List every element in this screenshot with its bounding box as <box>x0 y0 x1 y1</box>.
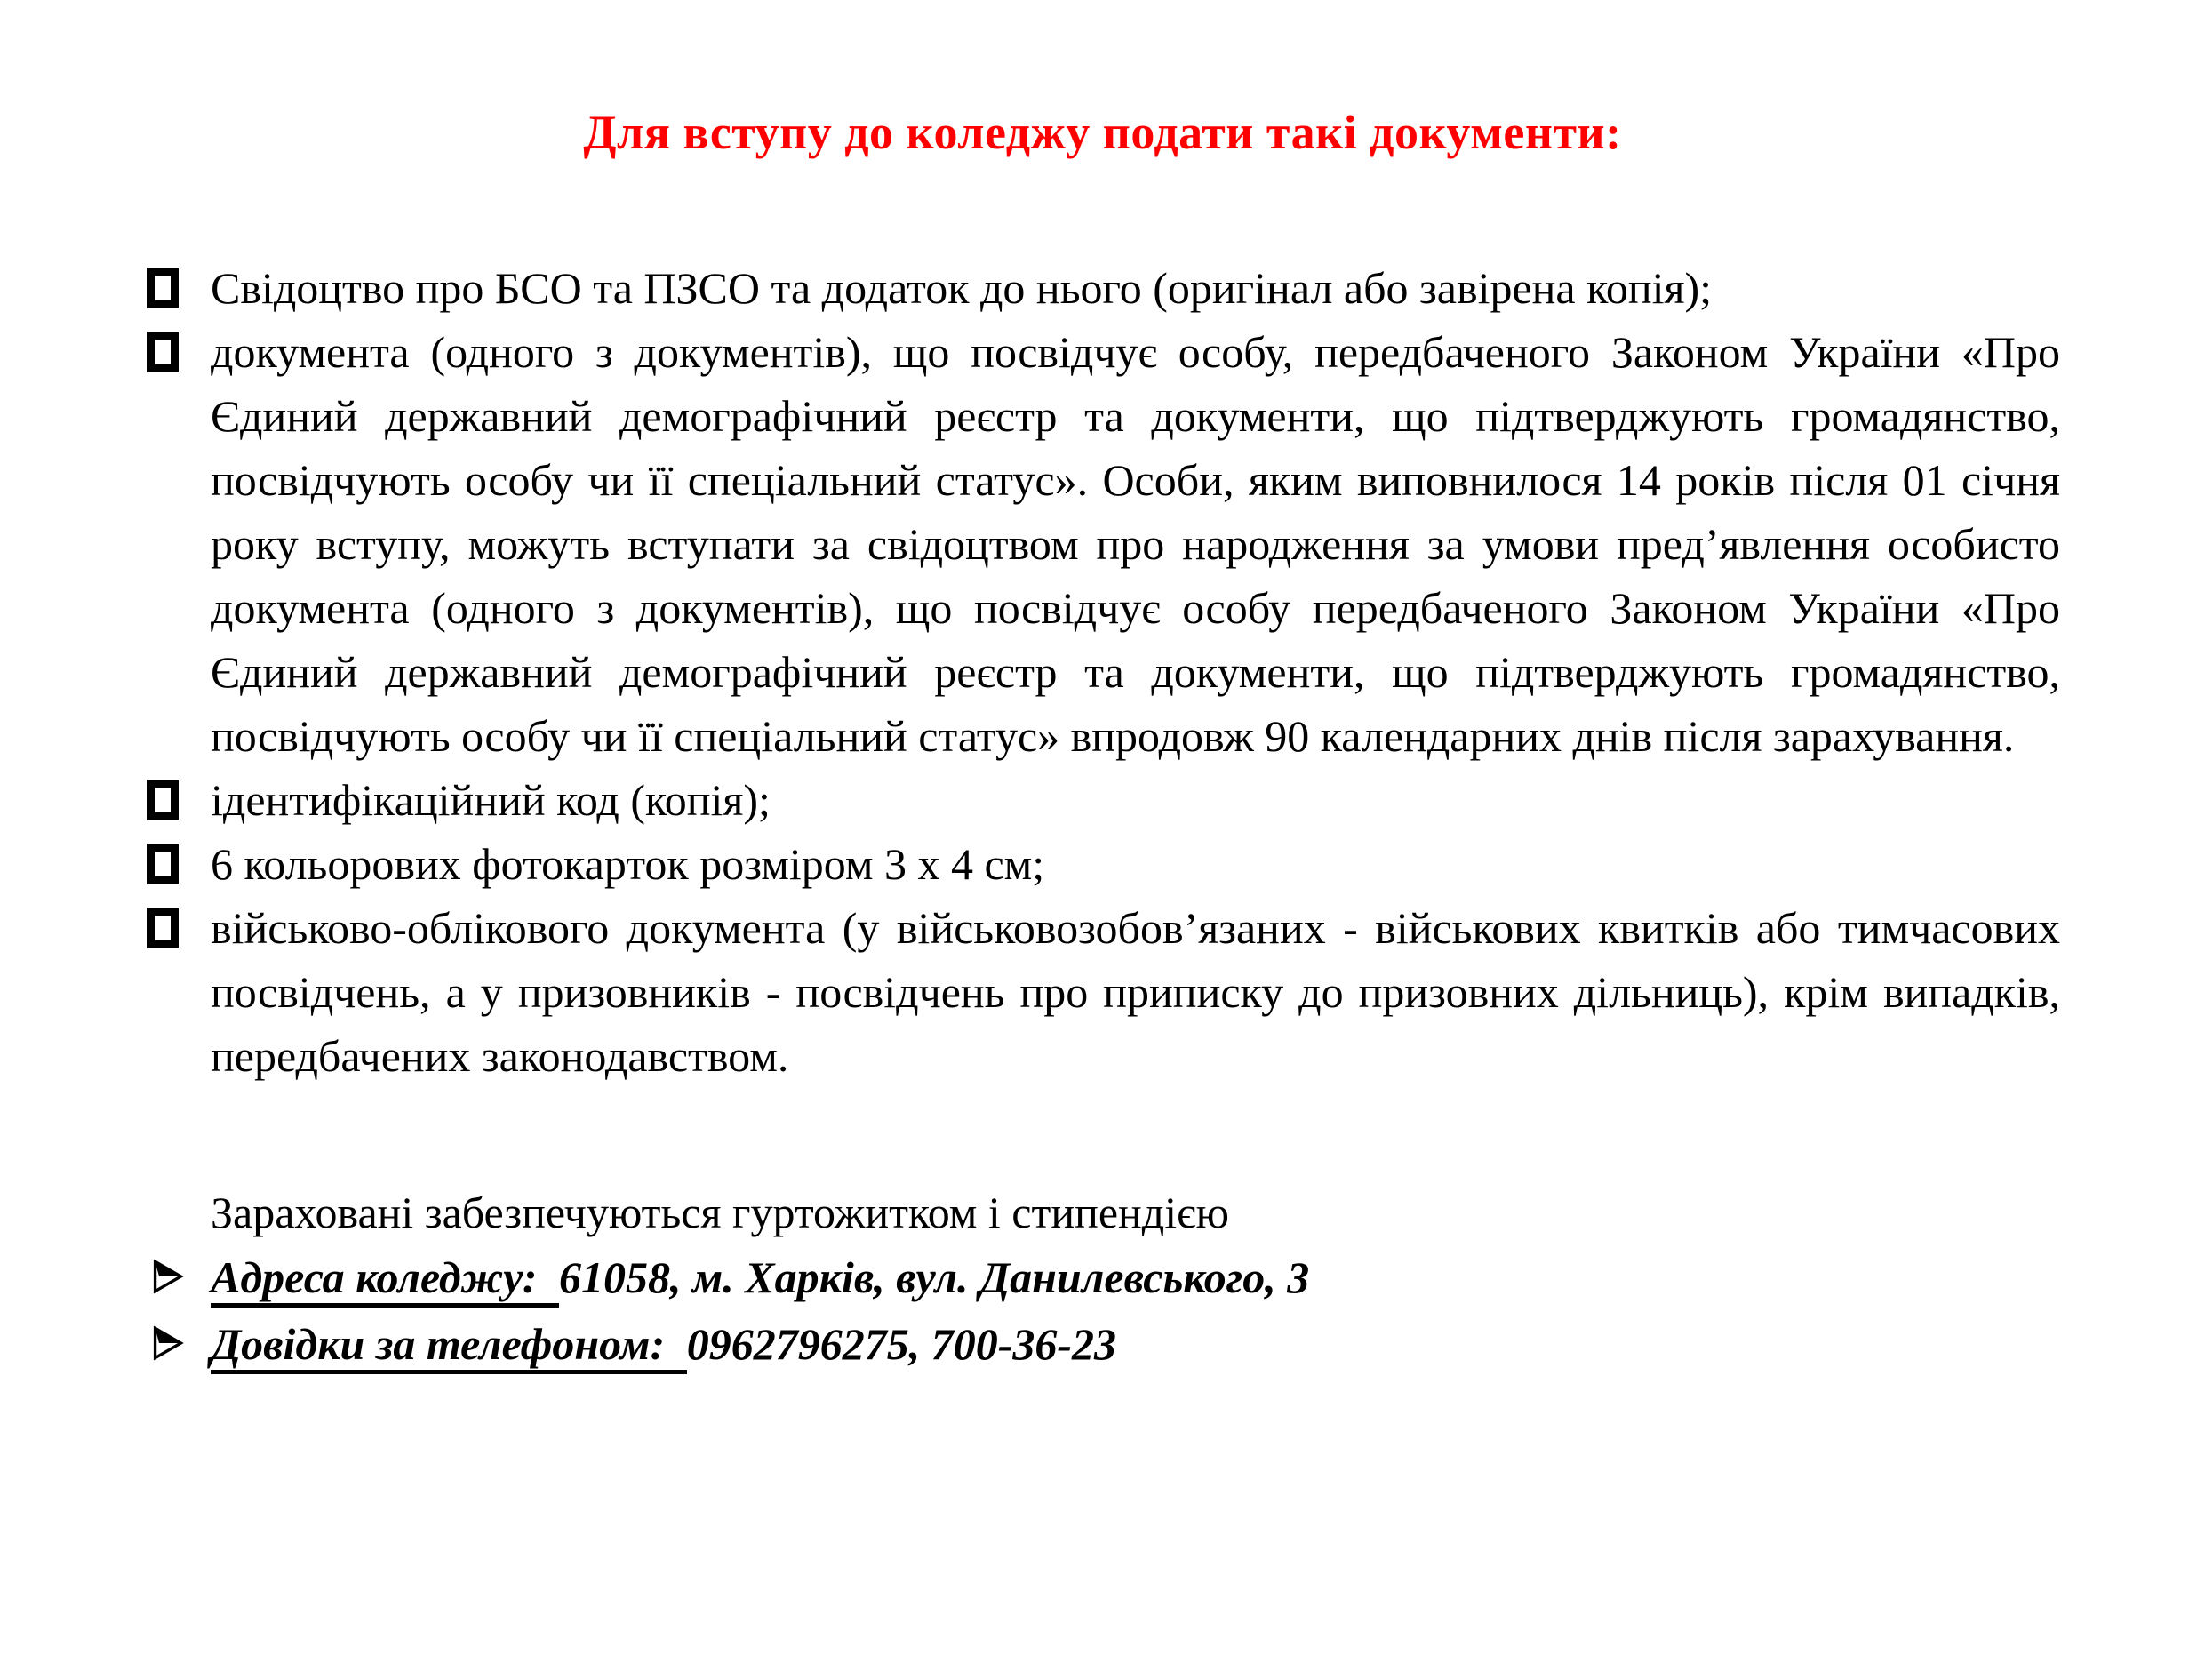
checkbox-bullet-icon <box>147 844 179 884</box>
list-item-text: Свідоцтво про БСО та ПЗСО та додаток до нього (оригінал або завірена копія); <box>211 263 1713 313</box>
college-address-row <box>145 1244 2060 1311</box>
checkbox-bullet-icon <box>147 268 179 308</box>
list-item-text: військово-облікового документа (у військовозобов’язаних - військових квитків або тимчасових посвідчень, а у призовників - посвідчень про приписку до призовних дільниць), крім випадків, передбачених законодавством. <box>211 903 2060 1081</box>
list-item-text: 6 кольорових фотокарток розміром 3 х 4 см; <box>211 839 1045 889</box>
phone-label: Довідки за телефоном: <box>211 1319 687 1374</box>
list-item <box>145 256 2060 320</box>
address-label: Адреса коледжу: <box>211 1252 559 1308</box>
address-value: 61058, м. Харків, вул. Данилевського, 3 <box>558 1252 1310 1302</box>
arrowhead-bullet-icon <box>150 1259 186 1294</box>
checkbox-bullet-icon <box>147 780 179 820</box>
phone-value: 0962796275, 700-36-23 <box>686 1319 1116 1369</box>
list-item <box>145 320 2060 768</box>
dormitory-stipend-note: Зараховані забезпечуються гуртожитком і стипендією <box>211 1188 1229 1237</box>
checkbox-bullet-icon <box>147 908 179 948</box>
list-item-text: документа (одного з документів), що посвідчує особу, передбаченого Законом України «Про Єдиний державний демографічний реєстр та документи, що підтверджують громадянство, посвідчують особу чи її спеціальний статус». Особи, яким виповнилося 14 років після 01 січня року вступу, можуть вступати за свідоцтвом про народження за умови пред’явлення особисто документа (одного з документів), що посвідчує особу передбаченого Законом України «Про Єдиний державний демографічний реєстр та документи, що підтверджують громадянство, посвідчують особу чи її спеціальний статус» впродовж 90 календарних днів після зарахування. <box>211 327 2060 761</box>
list-item <box>145 896 2060 1088</box>
list-item-text: ідентифікаційний код (копія); <box>211 775 771 825</box>
phone-info-row <box>145 1311 2060 1378</box>
checkbox-bullet-icon <box>147 332 179 372</box>
documents-list <box>145 256 2060 1088</box>
list-item <box>145 768 2060 832</box>
page-title: Для вступу до коледжу подати такі документи: <box>583 106 1622 159</box>
arrowhead-bullet-icon <box>150 1325 186 1361</box>
list-item <box>145 832 2060 896</box>
